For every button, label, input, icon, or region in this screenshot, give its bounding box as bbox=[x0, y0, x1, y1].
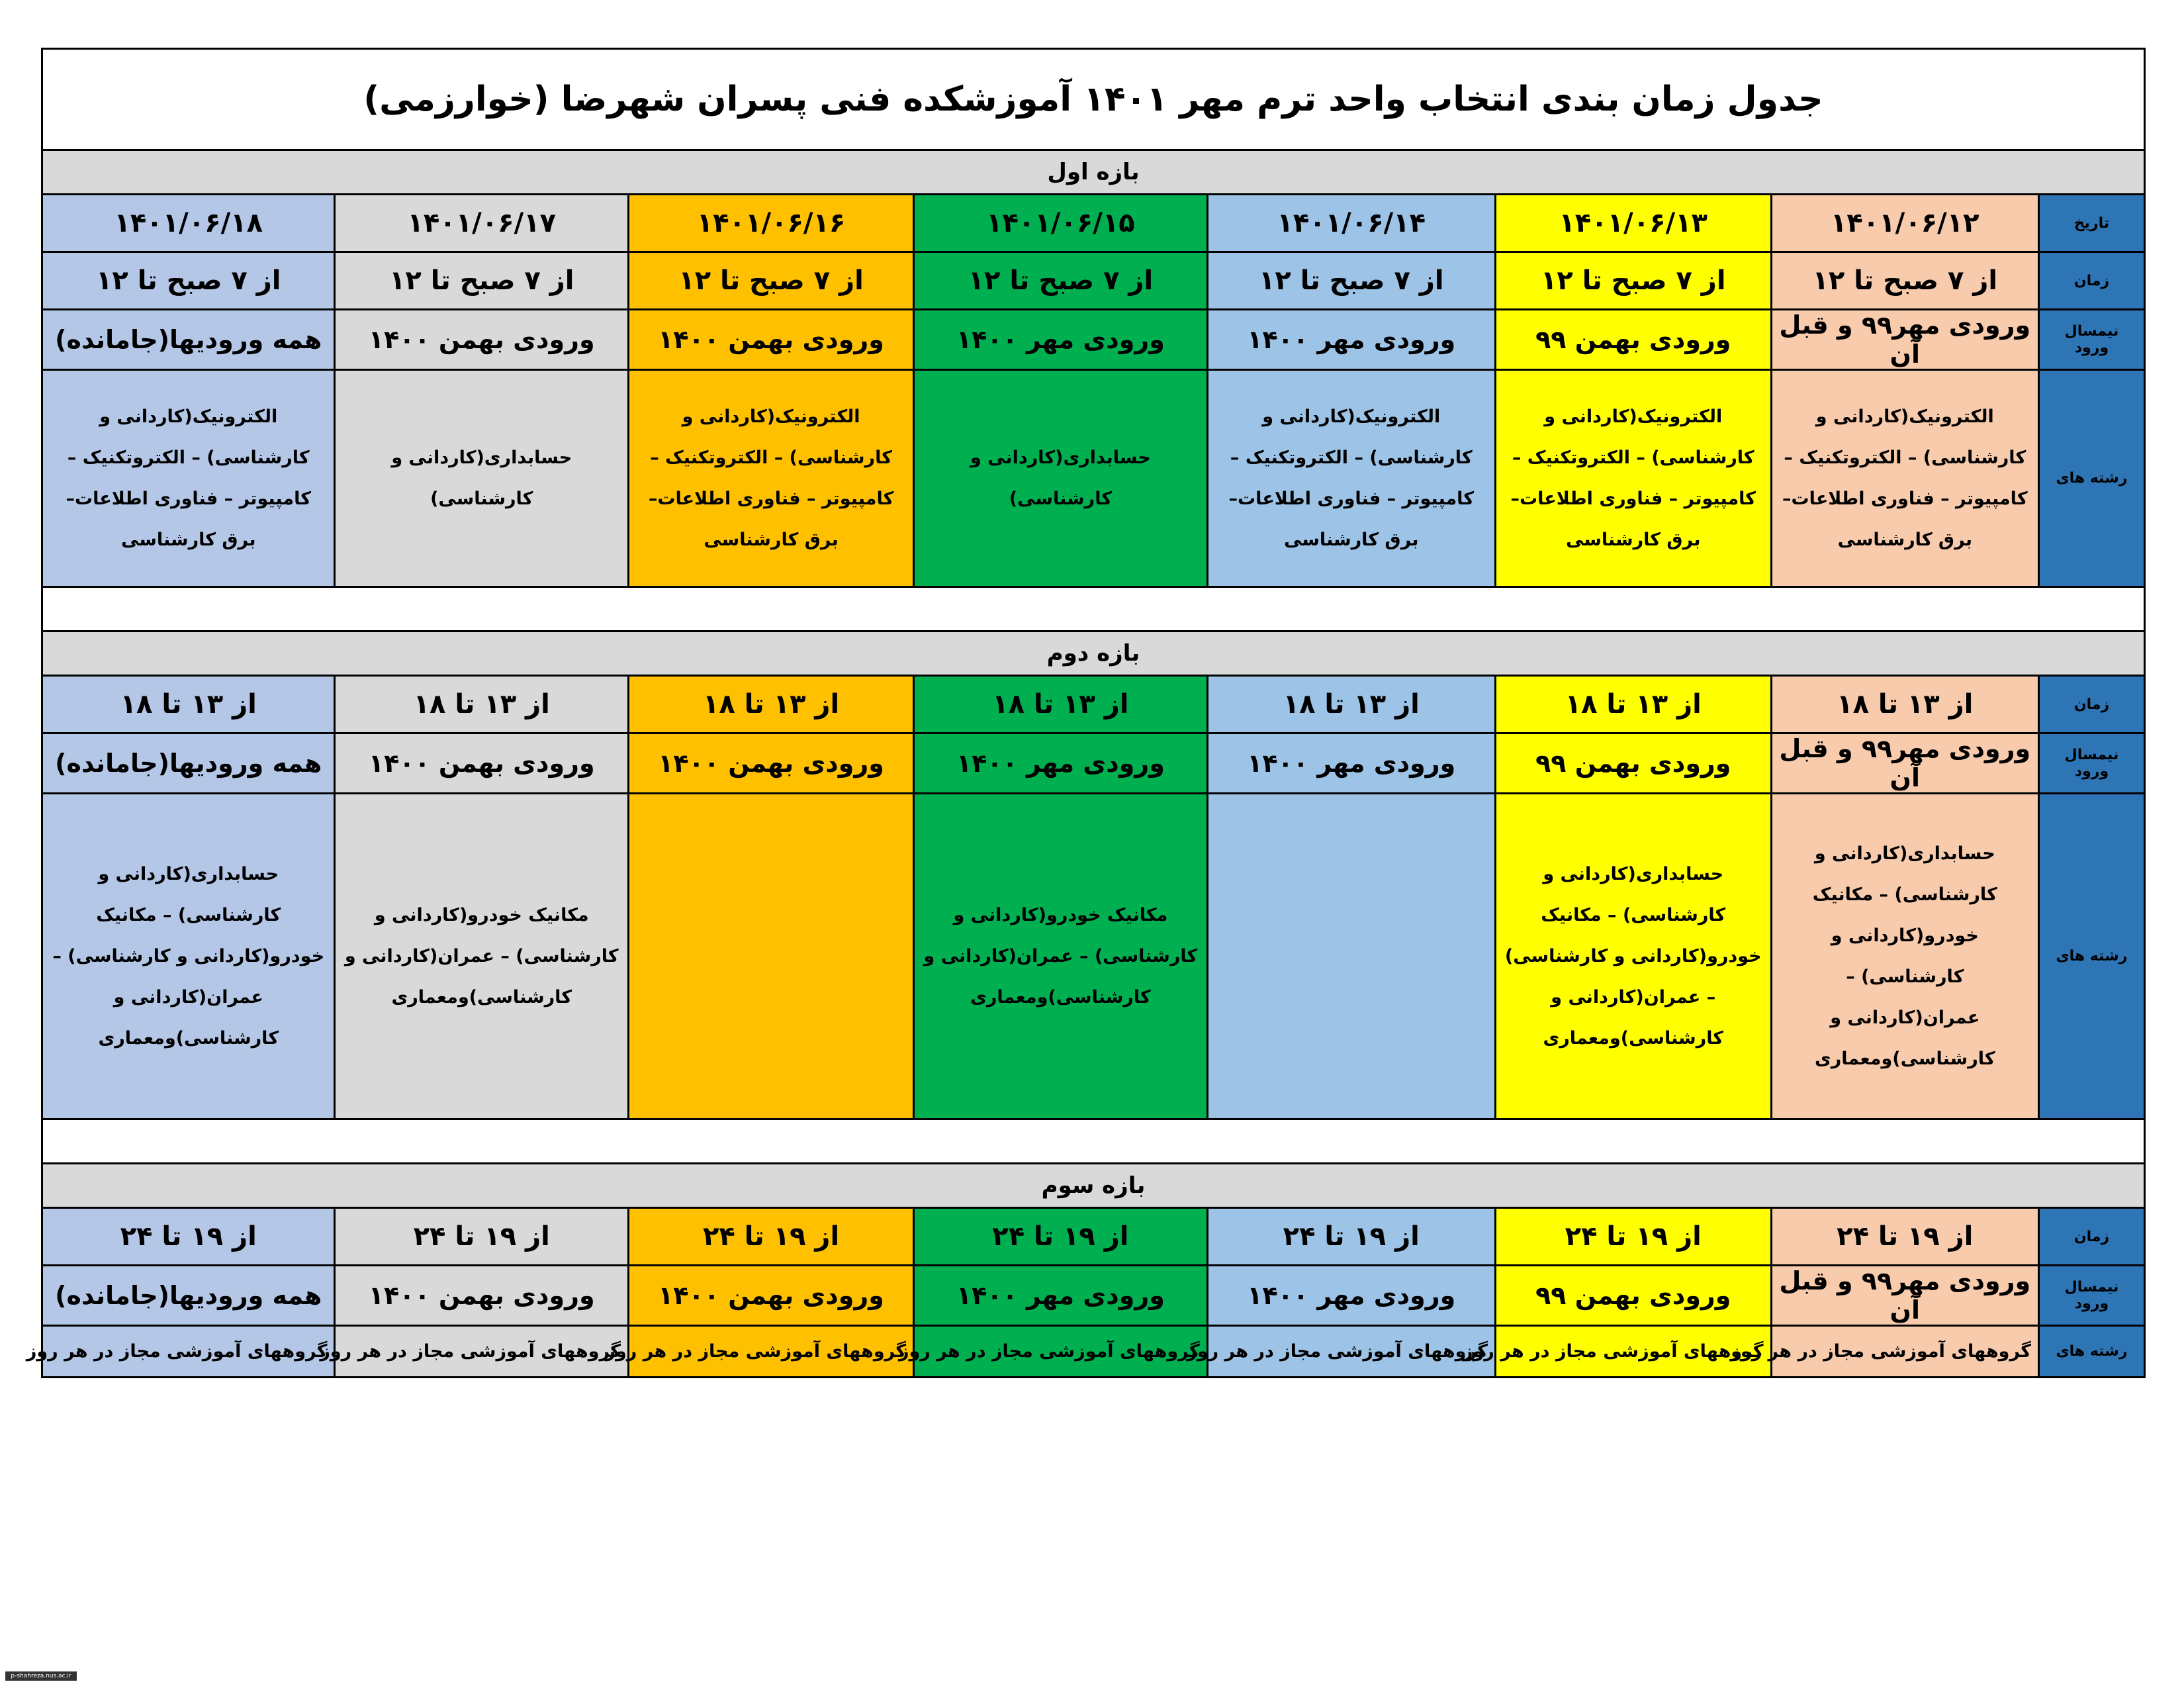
fields-cell: الکترونیک(کاردانی و کارشناسی) – الکتروتکنیک – کامپیوتر – فناوری اطلاعات– برق کارشناسی bbox=[42, 370, 335, 587]
time-cell: از ۱۳ تا ۱۸ bbox=[1771, 676, 2038, 733]
row-label-fields: رشته های bbox=[2038, 794, 2144, 1119]
fields-cell: گروههای آموزشی مجاز در هر روز bbox=[335, 1326, 629, 1378]
fields-cell: حسابداری(کاردانی و کارشناسی) – مکانیک خودرو(کاردانی و کارشناسی) – عمران(کاردانی و کارشناسی)ومعماری bbox=[42, 794, 335, 1119]
fields-cell: گروههای آموزشی مجاز در هر روز bbox=[42, 1326, 335, 1378]
fields-cell bbox=[1207, 794, 1495, 1119]
time-cell: از ۱۹ تا ۲۴ bbox=[1495, 1208, 1771, 1266]
row-label-entry: نیمسال ورود bbox=[2038, 310, 2144, 370]
row-label-entry: نیمسال ورود bbox=[2038, 1266, 2144, 1326]
entry-cell: ورودی بهمن ۱۴۰۰ bbox=[335, 310, 629, 370]
entry-cell: ورودی مهر ۱۴۰۰ bbox=[1207, 310, 1495, 370]
date-row bbox=[42, 195, 2145, 252]
fields-cell: حسابداری(کاردانی و کارشناسی) – مکانیک خودرو(کاردانی و کارشناسی) – عمران(کاردانی و کارشناسی)ومعماری bbox=[1771, 794, 2038, 1119]
time-cell: از ۱۹ تا ۲۴ bbox=[1771, 1208, 2038, 1266]
fields-cell: مکانیک خودرو(کاردانی و کارشناسی) – عمران(کاردانی و کارشناسی)ومعماری bbox=[914, 794, 1208, 1119]
schedule-table bbox=[26, 48, 2146, 1378]
fields-row bbox=[42, 1326, 2145, 1378]
row-label-fields: رشته های bbox=[2038, 370, 2144, 587]
page-title: جدول زمان بندی انتخاب واحد ترم مهر ۱۴۰۱ آموزشکده فنی پسران شهرضا (خوارزمی) bbox=[42, 49, 2145, 150]
date-cell: ۱۴۰۱/۰۶/۱۶ bbox=[629, 195, 914, 252]
date-cell: ۱۴۰۱/۰۶/۱۷ bbox=[335, 195, 629, 252]
time-cell: از ۱۳ تا ۱۸ bbox=[1495, 676, 1771, 733]
schedule-sheet bbox=[26, 48, 2146, 1378]
fields-row bbox=[42, 370, 2145, 587]
time-cell: از ۱۳ تا ۱۸ bbox=[914, 676, 1208, 733]
time-cell: از ۷ صبح تا ۱۲ bbox=[1495, 252, 1771, 310]
fields-cell: الکترونیک(کاردانی و کارشناسی) – الکتروتکنیک – کامپیوتر – فناوری اطلاعات– برق کارشناسی bbox=[1771, 370, 2038, 587]
footer-watermark: p-shahreza.nus.ac.ir bbox=[5, 1671, 77, 1681]
time-cell: از ۱۳ تا ۱۸ bbox=[629, 676, 914, 733]
time-cell: از ۱۳ تا ۱۸ bbox=[42, 676, 335, 733]
date-cell: ۱۴۰۱/۰۶/۱۸ bbox=[42, 195, 335, 252]
time-row bbox=[42, 676, 2145, 733]
entry-cell: ورودی مهر۹۹ و قبل آن bbox=[1771, 310, 2038, 370]
fields-cell: مکانیک خودرو(کاردانی و کارشناسی) – عمران(کاردانی و کارشناسی)ومعماری bbox=[335, 794, 629, 1119]
time-cell: از ۱۹ تا ۲۴ bbox=[629, 1208, 914, 1266]
date-cell: ۱۴۰۱/۰۶/۱۲ bbox=[1771, 195, 2038, 252]
entry-cell: ورودی بهمن ۱۴۰۰ bbox=[629, 733, 914, 794]
fields-cell: حسابداری(کاردانی و کارشناسی) bbox=[335, 370, 629, 587]
date-cell: ۱۴۰۱/۰۶/۱۵ bbox=[914, 195, 1208, 252]
time-cell: از ۷ صبح تا ۱۲ bbox=[1771, 252, 2038, 310]
period-header: بازه دوم bbox=[42, 632, 2145, 676]
fields-cell: الکترونیک(کاردانی و کارشناسی) – الکتروتکنیک – کامپیوتر – فناوری اطلاعات– برق کارشناسی bbox=[1207, 370, 1495, 587]
fields-cell: گروههای آموزشی مجاز در هر روز bbox=[629, 1326, 914, 1378]
row-label-date: تاریخ bbox=[2038, 195, 2144, 252]
period-header: بازه اول bbox=[42, 150, 2145, 195]
time-cell: از ۷ صبح تا ۱۲ bbox=[629, 252, 914, 310]
time-cell: از ۱۳ تا ۱۸ bbox=[1207, 676, 1495, 733]
entry-cell: ورودی مهر ۱۴۰۰ bbox=[914, 1266, 1208, 1326]
fields-cell: الکترونیک(کاردانی و کارشناسی) – الکتروتکنیک – کامپیوتر – فناوری اطلاعات– برق کارشناسی bbox=[629, 370, 914, 587]
fields-row bbox=[42, 794, 2145, 1119]
entry-cell: ورودی بهمن ۱۴۰۰ bbox=[335, 1266, 629, 1326]
fields-cell: حسابداری(کاردانی و کارشناسی) – مکانیک خودرو(کاردانی و کارشناسی) – عمران(کاردانی و کارشناسی)ومعماری bbox=[1495, 794, 1771, 1119]
entry-cell: همه ورودیها(جامانده) bbox=[42, 733, 335, 794]
fields-cell bbox=[629, 794, 914, 1119]
entry-cell: ورودی مهر۹۹ و قبل آن bbox=[1771, 1266, 2038, 1326]
entry-cell: ورودی بهمن ۹۹ bbox=[1495, 310, 1771, 370]
fields-cell: گروههای آموزشی مجاز در هر روز bbox=[1771, 1326, 2038, 1378]
entry-cell: ورودی مهر۹۹ و قبل آن bbox=[1771, 733, 2038, 794]
time-cell: از ۷ صبح تا ۱۲ bbox=[914, 252, 1208, 310]
fields-cell: حسابداری(کاردانی و کارشناسی) bbox=[914, 370, 1208, 587]
entry-cell: ورودی مهر ۱۴۰۰ bbox=[1207, 1266, 1495, 1326]
time-cell: از ۷ صبح تا ۱۲ bbox=[1207, 252, 1495, 310]
spacer-row bbox=[42, 1119, 2145, 1164]
time-row bbox=[42, 1208, 2145, 1266]
time-cell: از ۷ صبح تا ۱۲ bbox=[335, 252, 629, 310]
entry-cell: ورودی مهر ۱۴۰۰ bbox=[914, 733, 1208, 794]
period-header: بازه سوم bbox=[42, 1164, 2145, 1208]
entry-cell: ورودی بهمن ۱۴۰۰ bbox=[335, 733, 629, 794]
entry-row bbox=[42, 310, 2145, 370]
time-cell: از ۱۹ تا ۲۴ bbox=[42, 1208, 335, 1266]
entry-cell: ورودی مهر ۱۴۰۰ bbox=[914, 310, 1208, 370]
spacer-row bbox=[42, 587, 2145, 632]
date-cell: ۱۴۰۱/۰۶/۱۴ bbox=[1207, 195, 1495, 252]
entry-row bbox=[42, 1266, 2145, 1326]
fields-cell: گروههای آموزشی مجاز در هر روز bbox=[1207, 1326, 1495, 1378]
entry-cell: ورودی بهمن ۱۴۰۰ bbox=[629, 310, 914, 370]
row-label-time: زمان bbox=[2038, 1208, 2144, 1266]
entry-cell: ورودی مهر ۱۴۰۰ bbox=[1207, 733, 1495, 794]
entry-cell: ورودی بهمن ۹۹ bbox=[1495, 733, 1771, 794]
time-cell: از ۷ صبح تا ۱۲ bbox=[42, 252, 335, 310]
time-cell: از ۱۹ تا ۲۴ bbox=[1207, 1208, 1495, 1266]
row-label-time: زمان bbox=[2038, 676, 2144, 733]
fields-cell: الکترونیک(کاردانی و کارشناسی) – الکتروتکنیک – کامپیوتر – فناوری اطلاعات– برق کارشناسی bbox=[1495, 370, 1771, 587]
fields-cell: گروههای آموزشی مجاز در هر روز bbox=[1495, 1326, 1771, 1378]
entry-cell: همه ورودیها(جامانده) bbox=[42, 310, 335, 370]
time-row bbox=[42, 252, 2145, 310]
row-label-fields: رشته های bbox=[2038, 1326, 2144, 1378]
entry-row bbox=[42, 733, 2145, 794]
row-label-time: زمان bbox=[2038, 252, 2144, 310]
time-cell: از ۱۹ تا ۲۴ bbox=[335, 1208, 629, 1266]
entry-cell: همه ورودیها(جامانده) bbox=[42, 1266, 335, 1326]
row-label-entry: نیمسال ورود bbox=[2038, 733, 2144, 794]
entry-cell: ورودی بهمن ۹۹ bbox=[1495, 1266, 1771, 1326]
fields-cell: گروههای آموزشی مجاز در هر روز bbox=[914, 1326, 1208, 1378]
date-cell: ۱۴۰۱/۰۶/۱۳ bbox=[1495, 195, 1771, 252]
entry-cell: ورودی بهمن ۱۴۰۰ bbox=[629, 1266, 914, 1326]
time-cell: از ۱۳ تا ۱۸ bbox=[335, 676, 629, 733]
time-cell: از ۱۹ تا ۲۴ bbox=[914, 1208, 1208, 1266]
